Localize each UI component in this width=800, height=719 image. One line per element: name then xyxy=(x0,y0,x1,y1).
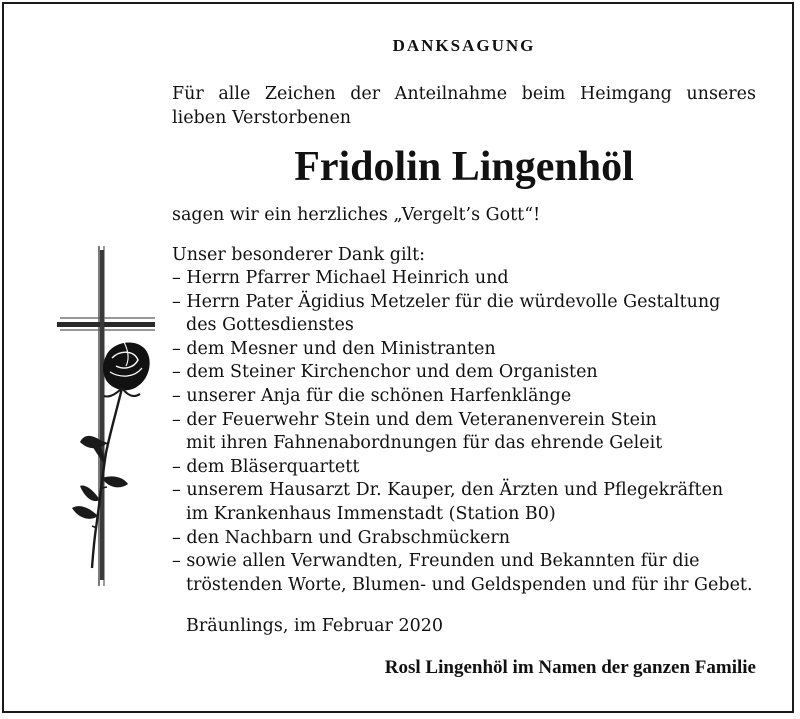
deceased-name: Fridolin Lingenhöl xyxy=(294,144,634,190)
rose-icon xyxy=(72,342,150,568)
list-item: – unserem Hausarzt Dr. Kauper, den Ärzten und Pflegekräften xyxy=(172,480,724,501)
list-item: – Herrn Pater Ägidius Metzeler für die würdevolle Gestaltung xyxy=(172,291,721,312)
list-item: – sowie allen Verwandten, Freunden und Bekannten für die xyxy=(172,551,700,572)
thanks-line: sagen wir ein herzliches „Vergelt’s Gott“! xyxy=(172,205,541,225)
intro-text xyxy=(172,82,756,130)
list-item: – den Nachbarn und Grabschmückern xyxy=(172,527,510,548)
list-item-continuation: im Krankenhaus Immenstadt (Station B0) xyxy=(186,503,556,524)
list-item: – dem Steiner Kirchenchor und dem Organisten xyxy=(172,362,598,383)
list-item: – der Feuerwehr Stein und dem Veteranenverein Stein xyxy=(172,409,657,430)
list-item: – unserer Anja für die schönen Harfenklänge xyxy=(172,385,572,406)
list-item-continuation: tröstenden Worte, Blumen- und Geldspenden und für ihr Gebet. xyxy=(186,574,753,595)
intro-line-1: Für alle Zeichen der Anteilnahme beim Heimgang unseres xyxy=(172,84,756,104)
list-intro: Unser besonderer Dank gilt: xyxy=(172,245,426,265)
list-item-continuation: mit ihren Fahnenabordnungen für das ehrende Geleit xyxy=(186,433,663,454)
intro-line-2: lieben Verstorbenen xyxy=(172,108,352,128)
list-item: – dem Mesner und den Ministranten xyxy=(172,338,496,359)
signature: Rosl Lingenhöl im Namen der ganzen Familie xyxy=(384,657,756,678)
list-item-continuation: des Gottesdienstes xyxy=(186,315,354,336)
thanks-list xyxy=(172,267,772,597)
place-date: Bräunlings, im Februar 2020 xyxy=(186,616,444,636)
list-item: – Herrn Pfarrer Michael Heinrich und xyxy=(172,268,509,288)
notice-heading: DANKSAGUNG xyxy=(392,36,536,55)
cross-icon xyxy=(40,238,170,588)
list-item: – dem Bläserquartett xyxy=(172,456,360,477)
